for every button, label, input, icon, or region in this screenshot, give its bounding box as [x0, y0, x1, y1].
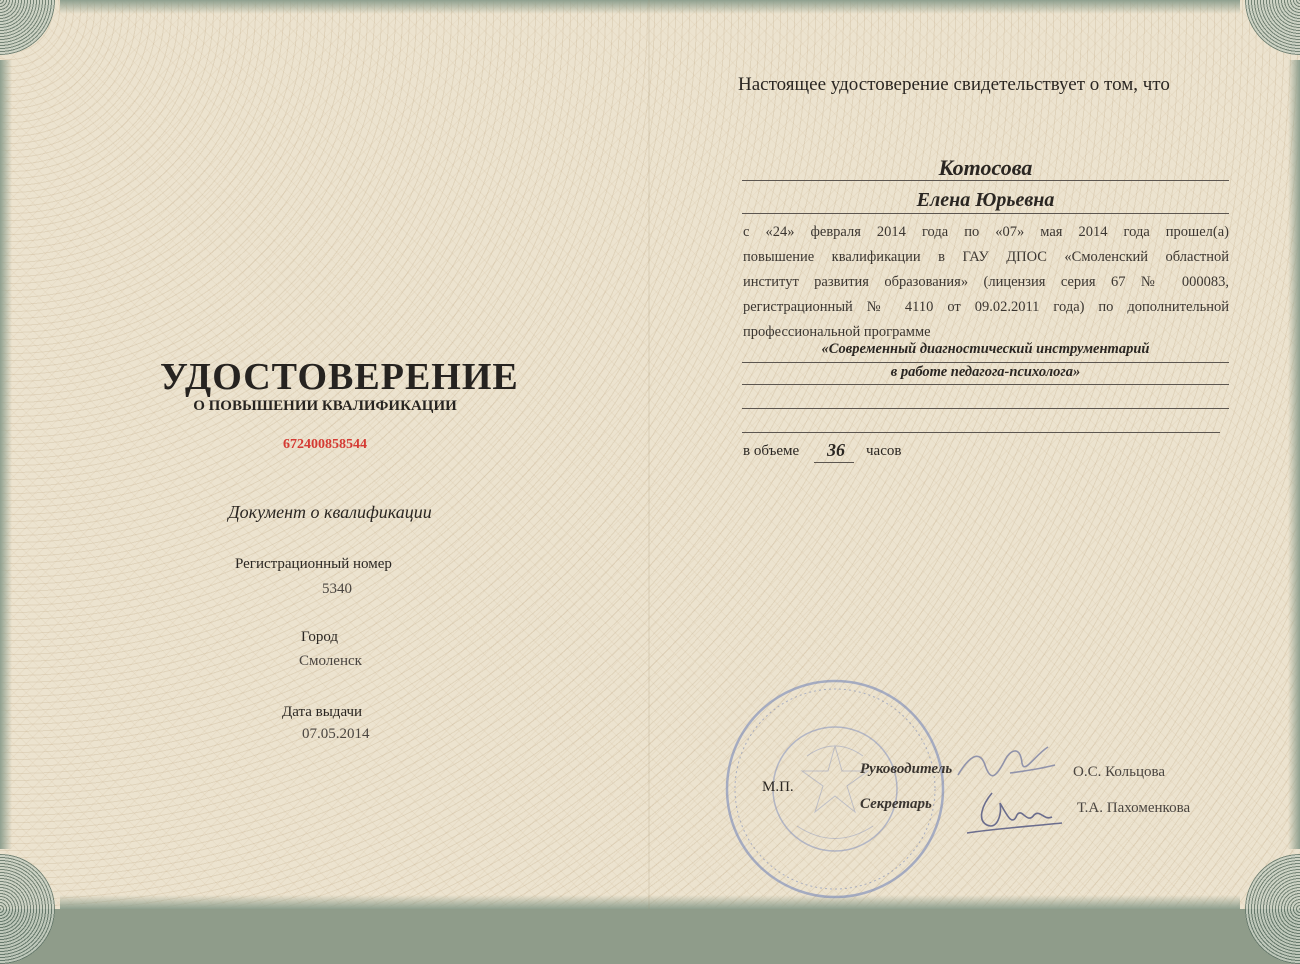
- description-line: с «24» февраля 2014 года по «07» мая 2014 года прошел(а): [743, 224, 1229, 240]
- intro-text: Настоящее удостоверение свидетельствует о том, что: [738, 74, 1170, 95]
- serial-number: 672400858544: [283, 437, 367, 452]
- volume-prefix: в объеме: [743, 443, 800, 459]
- program-underline-3: [742, 408, 1229, 409]
- holder-surname: Котосова: [938, 155, 1033, 180]
- program-title-line1: «Современный диагностический инструментарий: [821, 341, 1150, 357]
- secretary-role: Секретарь: [860, 796, 932, 812]
- surname-underline: [742, 180, 1229, 181]
- description-line: регистрационный № 4110 от 09.02.2011 года) по дополнительной: [743, 299, 1229, 315]
- training-description: [743, 220, 1229, 345]
- program-underline-2: [742, 384, 1229, 385]
- seal-label: М.П.: [762, 779, 794, 795]
- certificate-subtitle: О ПОВЫШЕНИИ КВАЛИФИКАЦИИ: [193, 398, 457, 414]
- issue-date-value: 07.05.2014: [302, 726, 370, 742]
- official-seal: [722, 676, 948, 902]
- document-kind: Документ о квалификации: [228, 502, 432, 522]
- head-name: О.С. Кольцова: [1073, 764, 1166, 780]
- issue-date-label: Дата выдачи: [282, 704, 363, 720]
- city-value: Смоленск: [299, 653, 362, 669]
- guilloche-border-top: [60, 0, 1240, 14]
- program-title-line2: в работе педагога-психолога»: [890, 364, 1081, 380]
- program-underline-4: [742, 432, 1220, 433]
- volume-suffix: часов: [866, 443, 902, 459]
- head-role: Руководитель: [860, 761, 953, 777]
- volume-underline: [814, 462, 854, 463]
- given-names-underline: [742, 213, 1229, 214]
- page-fold: [648, 0, 650, 909]
- guilloche-border-bottom: [60, 895, 1240, 909]
- head-signature: [950, 735, 1060, 790]
- description-line: профессиональной программе: [743, 324, 931, 340]
- description-line: институт развития образования» (лицензия серия 67 № 000083,: [743, 274, 1229, 290]
- holder-given-names: Елена Юрьевна: [916, 189, 1055, 211]
- registration-number-value: 5340: [322, 581, 352, 597]
- certificate-title: УДОСТОВЕРЕНИЕ: [160, 356, 519, 398]
- description-line: повышение квалификации в ГАУ ДПОС «Смоленский областной: [743, 249, 1229, 265]
- city-label: Город: [301, 629, 339, 645]
- secretary-signature: [962, 785, 1072, 840]
- guilloche-border-left: [0, 60, 12, 849]
- registration-number-label: Регистрационный номер: [235, 556, 392, 572]
- program-underline-1: [742, 362, 1229, 363]
- secretary-name: Т.А. Пахоменкова: [1077, 800, 1191, 816]
- volume-hours: 36: [827, 440, 845, 460]
- guilloche-border-right: [1288, 60, 1300, 849]
